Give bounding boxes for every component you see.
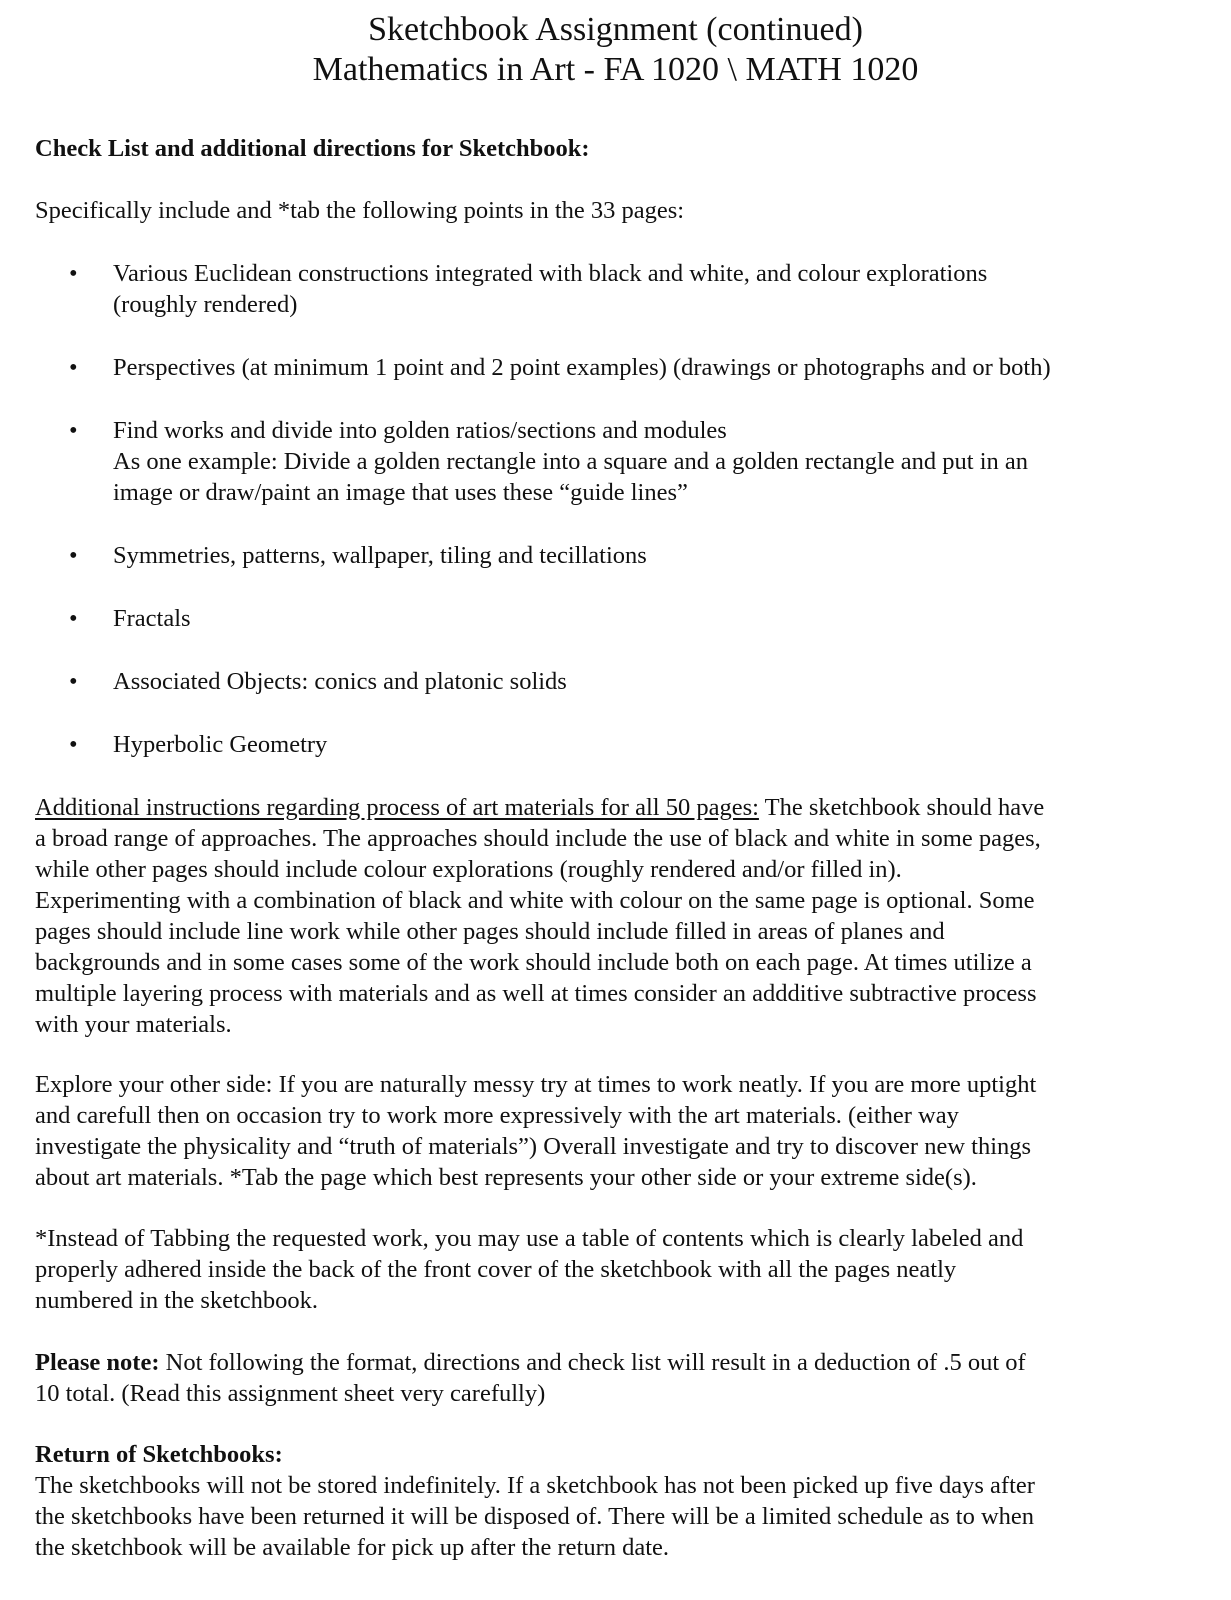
checklist-intro: Specifically include and *tab the following points in the 33 pages:	[35, 197, 685, 224]
return-section	[35, 1439, 1205, 1563]
checklist-item	[35, 415, 1200, 508]
checklist-item	[35, 258, 1200, 320]
return-heading: Return of Sketchbooks:	[35, 1441, 283, 1468]
other-side-line: and carefull then on occasion try to work more expressively with the art materials. (either way	[35, 1102, 959, 1129]
checklist-item-text: Various Euclidean constructions integrated with black and white, and colour explorations	[113, 260, 988, 287]
checklist-item-text: Perspectives (at minimum 1 point and 2 point examples) (drawings or photographs and or both)	[113, 354, 1051, 381]
checklist-item	[35, 603, 1200, 634]
additional-line: multiple layering process with materials and as well at times consider an addditive subtractive process	[35, 980, 1037, 1007]
tabbing-line: properly adhered inside the back of the front cover of the sketchbook with all the pages neatly	[35, 1256, 957, 1283]
additional-line: while other pages should include colour explorations (roughly rendered and/or filled in).	[35, 856, 902, 883]
checklist-item-text: Find works and divide into golden ratios/sections and modules	[113, 417, 727, 444]
document-page	[35, 10, 1200, 1561]
additional-instructions-paragraph	[35, 792, 1205, 1040]
checklist-item	[35, 540, 1200, 571]
checklist-item	[35, 666, 1200, 697]
bullet-marker: •	[69, 354, 78, 381]
bullet-marker: •	[69, 731, 78, 758]
checklist-item-text: Fractals	[113, 605, 191, 632]
additional-line: with your materials.	[35, 1011, 232, 1038]
bullet-marker: •	[69, 417, 78, 444]
checklist-item-text: (roughly rendered)	[113, 291, 298, 318]
tabbing-paragraph	[35, 1223, 1205, 1316]
please-note-label: Please note:	[35, 1349, 160, 1376]
document-title	[0, 10, 1231, 90]
additional-line: backgrounds and in some cases some of the work should include both on each page. At times utilize a	[35, 949, 1032, 976]
tabbing-line: numbered in the sketchbook.	[35, 1287, 319, 1314]
return-line: The sketchbooks will not be stored indefinitely. If a sketchbook has not been picked up five days after	[35, 1472, 1035, 1499]
checklist-item-text: Symmetries, patterns, wallpaper, tiling and tecillations	[113, 542, 647, 569]
bullet-marker: •	[69, 605, 78, 632]
bullet-marker: •	[69, 260, 78, 287]
please-note-first-line-rest: Not following the format, directions and check list will result in a deduction of .5 out of	[159, 1349, 1026, 1376]
return-line: the sketchbooks have been returned it will be disposed of. There will be a limited schedule as to when	[35, 1503, 1035, 1530]
other-side-line: about art materials. *Tab the page which best represents your other side or your extreme side(s).	[35, 1164, 977, 1191]
checklist-item-text: As one example: Divide a golden rectangle into a square and a golden rectangle and put in an	[113, 448, 1029, 475]
checklist-item-text: Associated Objects: conics and platonic solids	[113, 668, 567, 695]
bullet-marker: •	[69, 668, 78, 695]
checklist-bullets	[35, 258, 1200, 792]
additional-instructions-lead: Additional instructions regarding process of art materials for all 50 pages:	[35, 794, 759, 821]
return-line: the sketchbook will be available for pick up after the return date.	[35, 1534, 670, 1561]
please-note-line: 10 total. (Read this assignment sheet very carefully)	[35, 1380, 546, 1407]
checklist-item-text: Hyperbolic Geometry	[113, 731, 328, 758]
checklist-heading: Check List and additional directions for Sketchbook:	[35, 135, 590, 162]
checklist-item-text: image or draw/paint an image that uses these “guide lines”	[113, 479, 688, 506]
additional-first-line	[35, 792, 1205, 823]
checklist-item	[35, 352, 1200, 383]
additional-first-line-rest: The sketchbook should have	[758, 794, 1045, 821]
additional-line: a broad range of approaches. The approaches should include the use of black and white in some pages,	[35, 825, 1041, 852]
please-note-paragraph	[35, 1347, 1205, 1409]
other-side-line: Explore your other side: If you are naturally messy try at times to work neatly. If you are more uptight	[35, 1071, 1037, 1098]
title-line-1: Sketchbook Assignment (continued)	[368, 11, 863, 48]
title-line-2: Mathematics in Art - FA 1020 \ MATH 1020	[312, 51, 919, 88]
bullet-marker: •	[69, 542, 78, 569]
additional-line: pages should include line work while other pages should include filled in areas of planes and	[35, 918, 945, 945]
other-side-line: investigate the physicality and “truth of materials”) Overall investigate and try to discover new things	[35, 1133, 1032, 1160]
please-note-first-line	[35, 1347, 1205, 1378]
checklist-item	[35, 729, 1200, 760]
tabbing-line: *Instead of Tabbing the requested work, you may use a table of contents which is clearly labeled and	[35, 1225, 1024, 1252]
other-side-paragraph	[35, 1069, 1205, 1193]
additional-line: Experimenting with a combination of black and white with colour on the same page is optional. Some	[35, 887, 1035, 914]
